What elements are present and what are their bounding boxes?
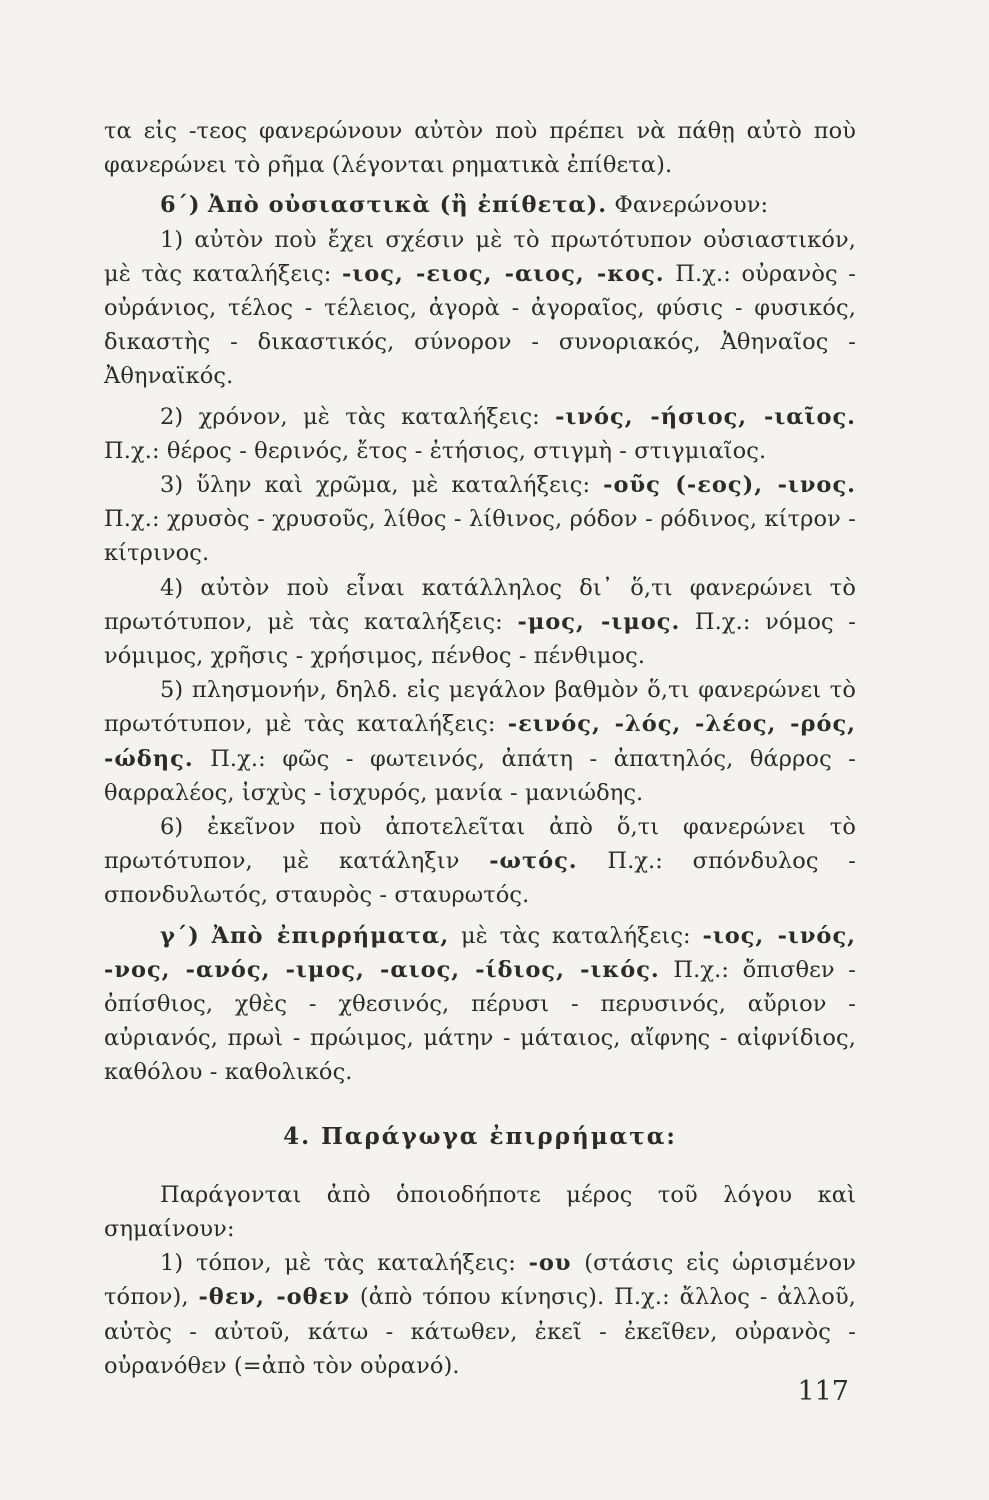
paragraph-text: Παράγονται ἀπὸ ὁποιοδήποτε μέρος τοῦ λόγου καὶ σημαίνουν:: [104, 1181, 856, 1242]
subsection-c: [104, 919, 856, 1090]
page-number: 117: [797, 1376, 849, 1407]
item-text: 1) αὐτὸν ποὺ ἔχει σχέσιν μὲ τὸ πρωτότυπον οὐσιαστικόν, μὲ τὰς καταλήξεις:: [104, 226, 856, 287]
list-item-3: [104, 468, 856, 571]
section-4-heading: [104, 1120, 856, 1154]
item-examples: Π.χ.: ὄπισθεν - ὀπίσθιος, χθὲς - χθεσινός, πέρυσι - περυσινός, αὔριον - αὐριανός, πρωὶ - πρώιμος, μάτην - μάταιος, αἴφνης - αἰφνίδιος, καθόλου - καθολικός.: [104, 956, 856, 1086]
list-item-1: [104, 223, 856, 394]
item-endings: -ωτός.: [489, 848, 578, 875]
section-title: 4. Παράγωγα ἐπιρρήματα:: [283, 1122, 677, 1150]
section-4-intro: [104, 1178, 856, 1246]
item-examples: Π.χ.: ἄλλος - ἀλλοῦ, αὐτὸς - αὐτοῦ, κάτω - κάτωθεν, ἐκεῖ - ἐκεῖθεν, οὐρανὸς - οὐρανόθεν (=ἀπὸ τὸν οὐρανό).: [104, 1284, 856, 1379]
item-examples: Π.χ.: οὐρανὸς - οὐράνιος, τέλος - τέλειος, ἀγορὰ - ἀγοραῖος, φύσις - φυσικός, δικαστὴς - δικαστικός, σύνορον - συνοριακός, Ἀθηναῖος - Ἀθηναϊκός.: [104, 260, 856, 390]
list-item-6: [104, 810, 856, 913]
item-examples: Π.χ.: θέρος - θερινός, ἔτος - ἐτήσιος, στιγμὴ - στιγμιαῖος.: [104, 437, 767, 464]
item-note: (στάσις εἰς ὡρισμένον τόπον),: [104, 1250, 856, 1311]
item-endings: -οῦς (-εος), -ινος.: [603, 472, 856, 499]
item-note: (ἀπὸ τόπου κίνησις).: [359, 1284, 605, 1311]
subsection-label: 6΄): [160, 192, 201, 219]
item-text: 1) τόπον, μὲ τὰς καταλήξεις:: [160, 1250, 516, 1277]
item-text: 5) πλησμονήν, δηλδ. εἰς μεγάλον βαθμὸν ὅ,τι φανερώνει τὸ πρωτότυπον, μὲ τὰς καταλήξεις:: [104, 677, 856, 738]
item-endings: -εινός, -λός, -λέος, -ρός, -ώδης.: [104, 711, 857, 772]
section-4-item-1: [104, 1246, 856, 1383]
list-item-5: [104, 673, 856, 810]
item-endings: -ιος, -ειος, -αιος, -κος.: [342, 260, 665, 287]
paragraph-text: τα εἰς -τεος φανερώνουν αὐτὸν ποὺ πρέπει νὰ πάθῃ αὐτὸ ποὺ φανερώνει τὸ ρῆμα (λέγονται ρηματικὰ ἐπίθετα).: [104, 118, 856, 179]
page-body: [104, 114, 856, 1383]
item-endings: -μος, -ιμος.: [517, 608, 681, 635]
item-ending: -ου: [528, 1250, 572, 1277]
item-examples: Π.χ.: σπόνδυλος - σπονδυλωτός, σταυρὸς - σταυρωτός.: [104, 848, 856, 909]
subsection-intro: Φανερώνουν:: [614, 192, 769, 219]
subsection-title: Ἀπὸ ἐπιρρήματα,: [211, 922, 450, 949]
item-examples: Π.χ.: νόμος - νόμιμος, χρῆσις - χρήσιμος, πένθος - πένθιμος.: [104, 608, 856, 670]
list-item-4: [104, 571, 856, 674]
subsection-b-heading: [104, 188, 856, 222]
subsection-label: γ΄): [160, 922, 200, 949]
item-text: 2) χρόνον, μὲ τὰς καταλήξεις:: [160, 403, 540, 430]
item-text: 3) ὕλην καὶ χρῶμα, μὲ καταλήξεις:: [160, 472, 591, 499]
item-ending: -θεν, -οθεν: [198, 1284, 350, 1311]
item-text: 6) ἐκεῖνον ποὺ ἀποτελεῖται ἀπὸ ὅ,τι φανερώνει τὸ πρωτότυπον, μὲ κατάληξιν: [104, 814, 856, 875]
subsection-title: Ἀπὸ οὐσιαστικὰ (ἢ ἐπίθετα).: [207, 192, 608, 219]
item-text: μὲ τὰς καταλήξεις:: [460, 922, 691, 949]
list-item-2: [104, 400, 856, 468]
item-examples: Π.χ.: φῶς - φωτεινός, ἀπάτη - ἀπατηλός, θάρρος - θαρραλέος, ἰσχὺς - ἰσχυρός, μανία - μανιώδης.: [104, 745, 856, 806]
item-text: 4) αὐτὸν ποὺ εἶναι κατάλληλος δι᾽ ὅ,τι φανερώνει τὸ πρωτότυπον, μὲ τὰς καταλήξεις:: [104, 574, 856, 635]
item-endings: -ινός, -ήσιος, -ιαῖος.: [555, 403, 856, 430]
paragraph-rhematic-adjectives: [104, 114, 856, 182]
item-examples: Π.χ.: χρυσὸς - χρυσοῦς, λίθος - λίθινος, ρόδον - ρόδινος, κίτρον - κίτρινος.: [104, 506, 856, 567]
item-endings: -ιος, -ινός, -νος, -ανός, -ιμος, -αιος, -ίδιος, -ικός.: [104, 922, 856, 983]
